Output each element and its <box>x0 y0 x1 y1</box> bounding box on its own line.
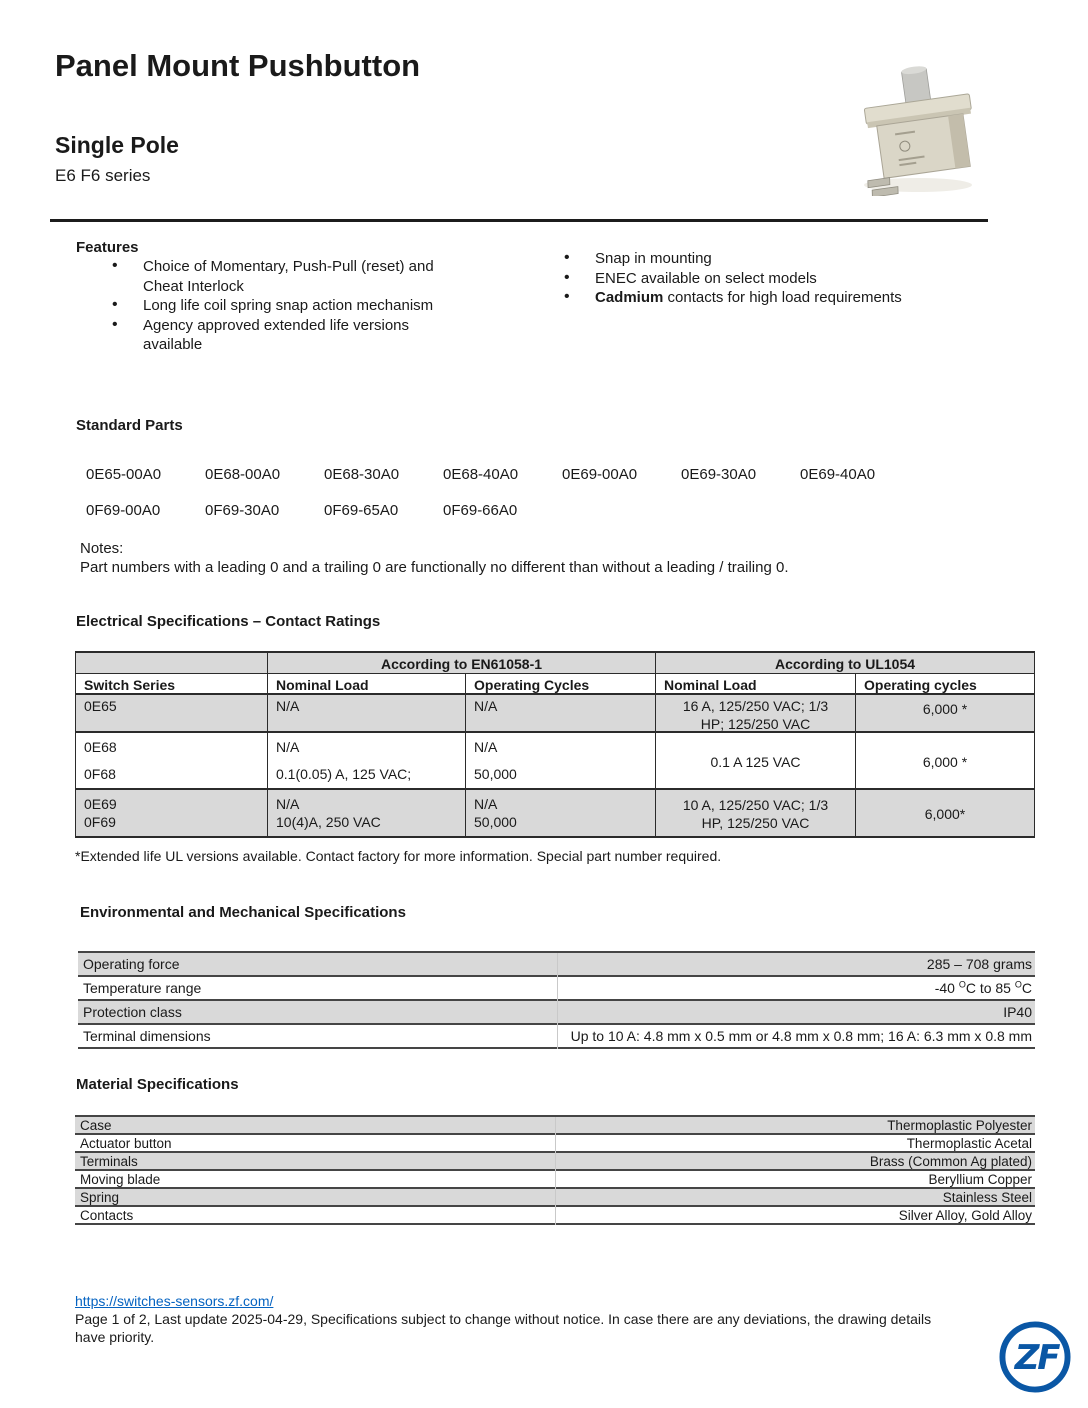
table-cell: N/A <box>466 695 656 733</box>
table-group-header-row <box>76 653 1034 674</box>
table-divider <box>555 1117 556 1225</box>
notes-label: Notes: <box>80 540 124 557</box>
table-footnote: *Extended life UL versions available. Contact factory for more information. Special part number required. <box>75 848 722 864</box>
part-number: 0F69-00A0 <box>86 502 161 519</box>
notes-text: Part numbers with a leading 0 and a trailing 0 are functionally no different than without a leading / trailing 0. <box>80 559 789 576</box>
material-specs-table <box>75 1115 1035 1225</box>
environmental-specs-table <box>78 951 1035 1049</box>
features-list-right <box>562 249 952 308</box>
spec-label: Protection class <box>83 1004 182 1020</box>
table-cell: 0.1 A 125 VAC <box>656 733 856 788</box>
features-list-left <box>110 257 442 355</box>
website-link[interactable]: https://switches-sensors.zf.com/ <box>75 1293 274 1309</box>
zf-logo <box>998 1320 1072 1399</box>
table-header-row <box>76 674 1034 695</box>
standard-parts-heading: Standard Parts <box>76 417 183 434</box>
column-header: Nominal Load <box>656 674 856 694</box>
table-cell: N/A 50,000 <box>466 790 656 836</box>
part-number: 0F69-30A0 <box>205 502 280 519</box>
footer-disclaimer: Page 1 of 2, Last update 2025-04-29, Specifications subject to change without notice. In case there are any deviations, the drawing details have priority. <box>75 1311 932 1345</box>
group-header-en61058: According to EN61058-1 <box>268 653 656 673</box>
spec-label: Terminals <box>80 1153 138 1169</box>
table-row <box>76 790 1034 836</box>
table-cell: 6,000 * <box>922 701 968 717</box>
spec-value: Beryllium Copper <box>928 1171 1032 1187</box>
feature-item: • Choice of Momentary, Push-Pull (reset) and Cheat Interlock <box>110 257 442 296</box>
spec-value: -40 $^O$C to 85 $^O$C <box>934 979 1032 996</box>
table-cell <box>76 653 268 673</box>
feature-item: • Agency approved extended life versions available <box>110 316 442 355</box>
spec-value: 285 – 708 grams <box>926 956 1032 972</box>
part-number: 0E68-00A0 <box>205 466 281 483</box>
column-header: Operating cycles <box>864 677 977 693</box>
part-number: 0E65-00A0 <box>86 466 162 483</box>
spec-value: Up to 10 A: 4.8 mm x 0.5 mm or 4.8 mm x 0.8 mm; 16 A: 6.3 mm x 0.8 mm <box>570 1028 1032 1044</box>
feature-item: • Snap in mounting <box>562 249 952 269</box>
table-cell: 0E65 <box>76 695 268 733</box>
part-number: 0E69-30A0 <box>681 466 757 483</box>
page-subtitle: Single Pole <box>55 132 179 158</box>
part-number: 0F69-66A0 <box>443 502 518 519</box>
part-number: 0E68-40A0 <box>443 466 519 483</box>
feature-item: • Long life coil spring snap action mechanism <box>110 296 442 316</box>
environmental-specs-heading: Environmental and Mechanical Specifications <box>80 904 406 921</box>
table-cell: N/A <box>268 695 466 733</box>
spec-value: Stainless Steel <box>942 1189 1032 1205</box>
table-cell: N/A 10(4)A, 250 VAC <box>268 790 466 836</box>
part-numbers-row <box>86 466 919 483</box>
column-header: Nominal Load <box>268 674 466 694</box>
spec-value: Silver Alloy, Gold Alloy <box>898 1207 1032 1223</box>
spec-label: Moving blade <box>80 1171 161 1187</box>
spec-label: Case <box>80 1117 112 1133</box>
table-row <box>76 695 1034 733</box>
table-cell: 6,000 * <box>922 753 968 770</box>
table-cell: 16 A, 125/250 VAC; 1/3 HP; 125/250 VAC <box>656 695 856 733</box>
part-numbers-row <box>86 502 562 519</box>
spec-value: IP40 <box>1003 1004 1032 1020</box>
table-cell: 10 A, 125/250 VAC; 1/3 HP, 125/250 VAC <box>656 790 856 836</box>
part-number: 0E69-00A0 <box>562 466 638 483</box>
table-cell: 0E68 0F68 <box>76 733 268 788</box>
header-divider <box>50 219 988 222</box>
spec-label: Temperature range <box>83 980 202 996</box>
features-heading: Features <box>76 239 139 256</box>
spec-label: Operating force <box>83 956 180 972</box>
spec-value: Brass (Common Ag plated) <box>869 1153 1032 1169</box>
spec-label: Actuator button <box>80 1135 172 1151</box>
electrical-specs-heading: Electrical Specifications – Contact Ratings <box>76 613 381 630</box>
part-number: 0F69-65A0 <box>324 502 399 519</box>
group-header-ul1054: According to UL1054 <box>656 653 1034 673</box>
table-row <box>76 733 1034 790</box>
spec-value: Thermoplastic Polyester <box>887 1117 1032 1133</box>
table-divider <box>557 953 558 1049</box>
part-number: 0E69-40A0 <box>800 466 876 483</box>
feature-item: • Cadmium contacts for high load requirements <box>562 288 952 308</box>
table-cell: 0E69 0F69 <box>76 790 268 836</box>
part-number: 0E68-30A0 <box>324 466 400 483</box>
spec-label: Spring <box>80 1189 120 1205</box>
table-cell: N/A 0.1(0.05) A, 125 VAC; <box>268 733 466 788</box>
series-name: E6 F6 series <box>55 166 151 185</box>
column-header: Operating Cycles <box>466 674 656 694</box>
material-specs-heading: Material Specifications <box>76 1076 239 1093</box>
feature-item: • ENEC available on select models <box>562 269 952 289</box>
product-photo-pushbutton-switch <box>850 64 992 201</box>
svg-text:ZF: ZF <box>1014 1337 1059 1378</box>
table-cell: N/A 50,000 <box>466 733 656 788</box>
electrical-specs-table <box>75 651 1035 838</box>
table-cell: 6,000* <box>924 806 966 822</box>
spec-label: Contacts <box>80 1207 134 1223</box>
page-title: Panel Mount Pushbutton <box>55 48 421 83</box>
spec-value: Thermoplastic Acetal <box>906 1135 1032 1151</box>
spec-label: Terminal dimensions <box>83 1028 211 1044</box>
column-header: Switch Series <box>76 674 268 694</box>
